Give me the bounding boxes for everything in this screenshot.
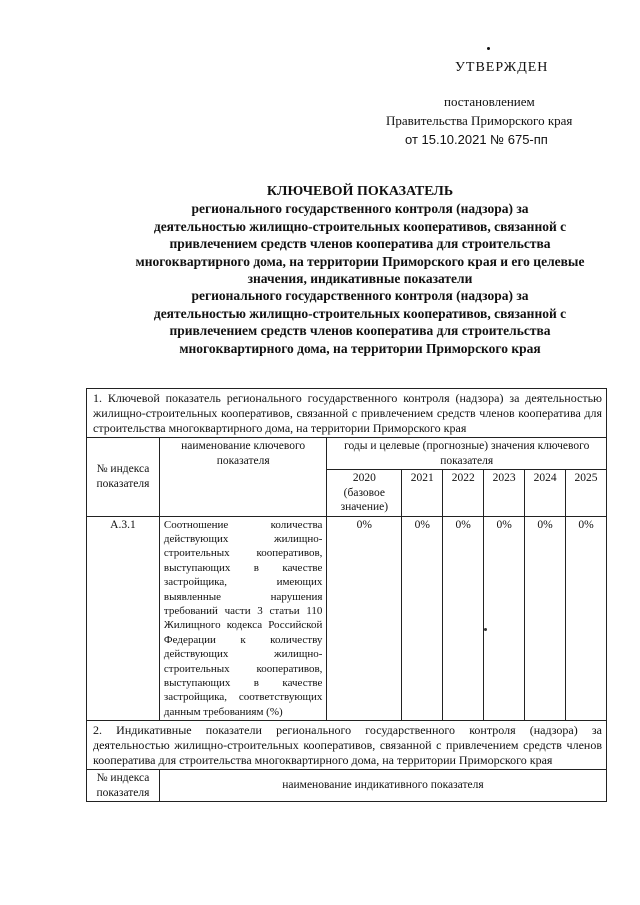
year-header: 2023 bbox=[484, 470, 525, 517]
date-line: от 15.10.2021 № 675-пп bbox=[405, 132, 548, 147]
title-line: деятельностью жилищно-строительных кооперативов, связанной с bbox=[153, 305, 567, 321]
indicator-value: 0% bbox=[484, 516, 525, 721]
title-line: привлечением средств членов кооператива для строительства bbox=[169, 236, 551, 252]
section2-heading: 2. Индикативные показатели регионального государственного контроля (надзора) за деятельностью жилищно-строительных кооперативов, связанной с привлечением средств членов кооператива для строительства многоквартирного дома, на территории Приморского края bbox=[87, 721, 607, 770]
col-index-header-2: № индекса показателя bbox=[87, 770, 160, 802]
indicator-value: 0% bbox=[525, 516, 566, 721]
year-header: 2025 bbox=[566, 470, 607, 517]
year-header: 2022 bbox=[443, 470, 484, 517]
title-line: регионального государственного контроля (надзора) за bbox=[191, 288, 529, 304]
title-main: КЛЮЧЕВОЙ ПОКАЗАТЕЛЬ bbox=[266, 184, 454, 199]
title-line: значения, индикативные показатели bbox=[247, 271, 473, 287]
scan-dot bbox=[484, 628, 487, 631]
title-line: привлечением средств членов кооператива для строительства bbox=[169, 323, 551, 339]
indicator-index: А.3.1 bbox=[87, 516, 160, 721]
document-title bbox=[80, 183, 640, 357]
col-years-header: годы и целевые (прогнозные) значения ключевого показателя bbox=[327, 438, 607, 470]
title-line: многоквартирного дома, на территории Приморского края и его целевые bbox=[135, 253, 585, 269]
indicator-value: 0% bbox=[402, 516, 443, 721]
indicator-value: 0% bbox=[566, 516, 607, 721]
indicator-value: 0% bbox=[443, 516, 484, 721]
approved-stamp: УТВЕРЖДЕН bbox=[455, 60, 549, 75]
table-row bbox=[87, 516, 607, 721]
section1-heading: 1. Ключевой показатель регионального государственного контроля (надзора) за деятельностью жилищно-строительных кооперативов, связанной с привлечением средств членов кооператива для строительства многоквартирного дома, на территории Приморского края bbox=[87, 389, 607, 438]
government-label: Правительства Приморского края bbox=[386, 113, 573, 128]
col-index-header: № индекса показателя bbox=[87, 438, 160, 517]
year-header: 2021 bbox=[402, 470, 443, 517]
indicator-name: Соотношение количества действующих жилищно-строительных кооперативов, выступающих в качестве застройщика, имеющих выявленные нарушения требований части 3 статьи 110 Жилищного кодекса Российской Федерации к количеству действующих жилищно-строительных кооперативов, выступающих в качестве застройщика, соответствующих данным требованиям (%) bbox=[159, 516, 326, 721]
title-line: многоквартирного дома, на территории Приморского края bbox=[179, 340, 541, 356]
year-header: 2024 bbox=[525, 470, 566, 517]
indicator-table bbox=[86, 388, 607, 802]
indicator-value: 0% bbox=[327, 516, 402, 721]
year-header: 2020 (базовое значение) bbox=[327, 470, 402, 517]
scan-dot bbox=[487, 47, 490, 50]
col-name-header: наименование ключевого показателя bbox=[159, 438, 326, 517]
col-indicative-name-header: наименование индикативного показателя bbox=[159, 770, 606, 802]
title-line: регионального государственного контроля (надзора) за bbox=[191, 201, 529, 217]
title-line: деятельностью жилищно-строительных кооперативов, связанной с bbox=[153, 218, 567, 234]
resolution-label: постановлением bbox=[444, 94, 535, 109]
